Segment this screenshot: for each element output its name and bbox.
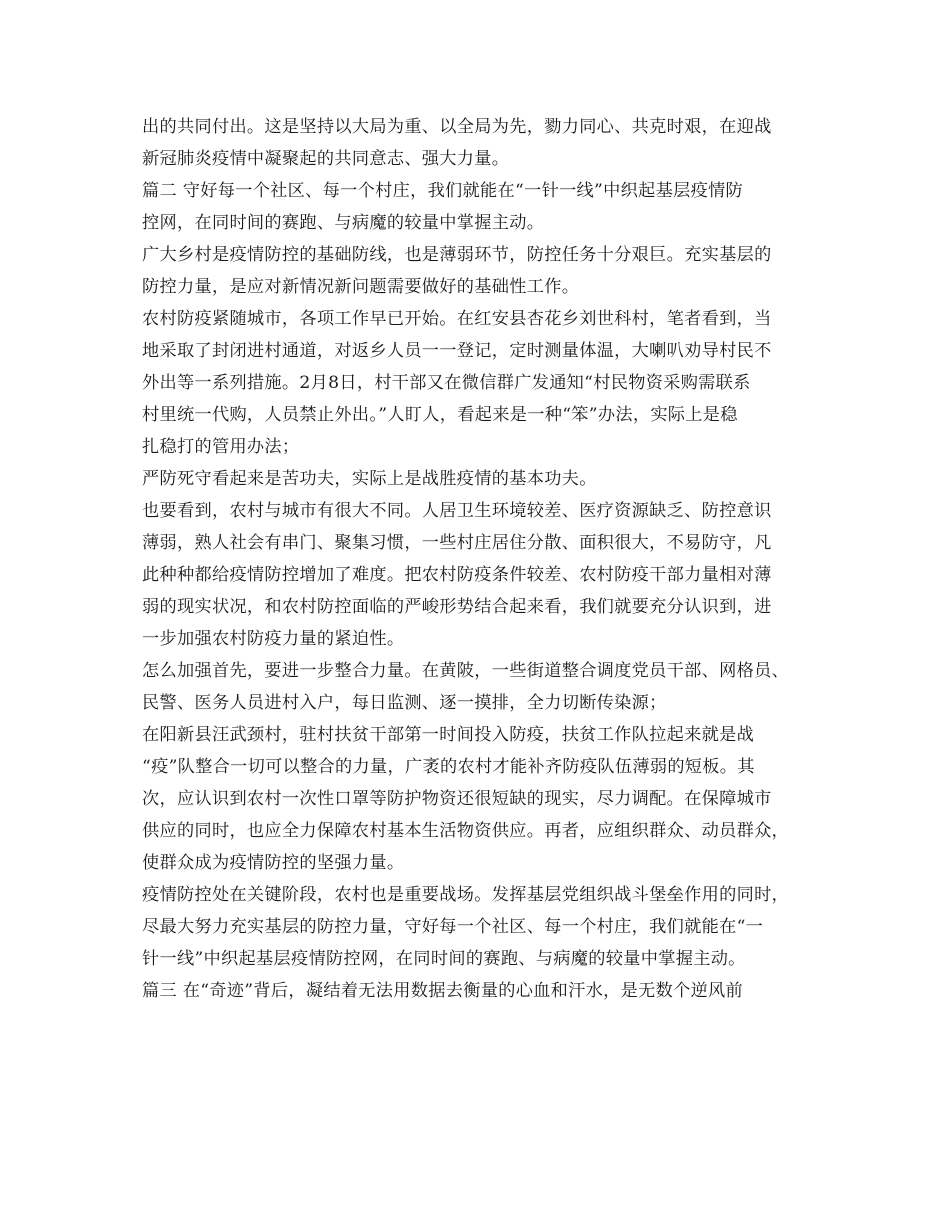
text-line: 怎么加强首先，要进一步整合力量。在黄陂，一些街道整合调度党员干部、网格员、: [142, 661, 790, 681]
text-line: 尽最大努力充实基层的防控力量，守好每一个社区、每一个村庄，我们就能在“一: [142, 917, 764, 937]
text-line: 严防死守看起来是苦功夫，实际上是战胜疫情的基本功夫。: [142, 469, 597, 489]
text-line: 薄弱，熟人社会有串门、聚集习惯，一些村庄居住分散、面积很大，不易防守，凡: [142, 533, 772, 553]
text-line: 广大乡村是疫情防控的基础防线，也是薄弱环节，防控任务十分艰巨。充实基层的: [142, 245, 772, 265]
text-line: 农村防疫紧随城市，各项工作早已开始。在红安县杏花乡刘世科村，笔者看到，当: [142, 309, 772, 329]
text-line: 扎稳打的管用办法；: [142, 437, 300, 457]
document-body: [142, 111, 812, 1007]
text-line: 次，应认识到农村一次性口罩等防护物资还很短缺的现实，尽力调配。在保障城市: [142, 789, 772, 809]
text-line: 在阳新县汪武颈村，驻村扶贫干部第一时间投入防疫，扶贫工作队拉起来就是战: [142, 725, 755, 745]
text-line: 防控力量，是应对新情况新问题需要做好的基础性工作。: [142, 277, 580, 297]
text-line: 控网，在同时间的赛跑、与病魔的较量中掌握主动。: [142, 213, 545, 233]
text-line: 供应的同时，也应全力保障农村基本生活物资供应。再者，应组织群众、动员群众，: [142, 821, 790, 841]
section-heading-line: 篇三 在“奇迹”背后，凝结着无法用数据去衡量的心血和汗水，是无数个逆风前: [142, 981, 744, 1001]
text-line: 地采取了封闭进村通道，对返乡人员一一登记，定时测量体温，大喇叭劝导村民不: [142, 341, 772, 361]
section-heading-line: 篇二 守好每一个社区、每一个村庄，我们就能在“一针一线”中织起基层疫情防: [142, 181, 744, 201]
text-line: “疫”队整合一切可以整合的力量，广袤的农村才能补齐防疫队伍薄弱的短板。其: [142, 757, 755, 777]
text-line: 使群众成为疫情防控的坚强力量。: [142, 853, 405, 873]
text-line: 也要看到，农村与城市有很大不同。人居卫生环境较差、医疗资源缺乏、防控意识: [142, 501, 772, 521]
text-line: 村里统一代购，人员禁止外出。”人盯人，看起来是一种“笨”办法，实际上是稳: [142, 405, 738, 425]
text-line: 一步加强农村防疫力量的紧迫性。: [142, 629, 405, 649]
text-line: 民警、医务人员进村入户，每日监测、逐一摸排，全力切断传染源；: [142, 693, 667, 713]
text-line: 外出等一系列措施。2月8日，村干部又在微信群广发通知“村民物资采购需联系: [142, 373, 751, 393]
text-line: 弱的现实状况，和农村防控面临的严峻形势结合起来看，我们就要充分认识到，进: [142, 597, 772, 617]
text-line: 此种种都给疫情防控增加了难度。把农村防疫条件较差、农村防疫干部力量相对薄: [142, 565, 772, 585]
text-line: 出的共同付出。这是坚持以大局为重、以全局为先，勠力同心、共克时艰，在迎战: [142, 117, 772, 137]
text-line: 针一线”中织起基层疫情防控网，在同时间的赛跑、与病魔的较量中掌握主动。: [142, 949, 746, 969]
text-line: 新冠肺炎疫情中凝聚起的共同意志、强大力量。: [142, 149, 510, 169]
text-line: 疫情防控处在关键阶段，农村也是重要战场。发挥基层党组织战斗堡垒作用的同时，: [142, 885, 790, 905]
